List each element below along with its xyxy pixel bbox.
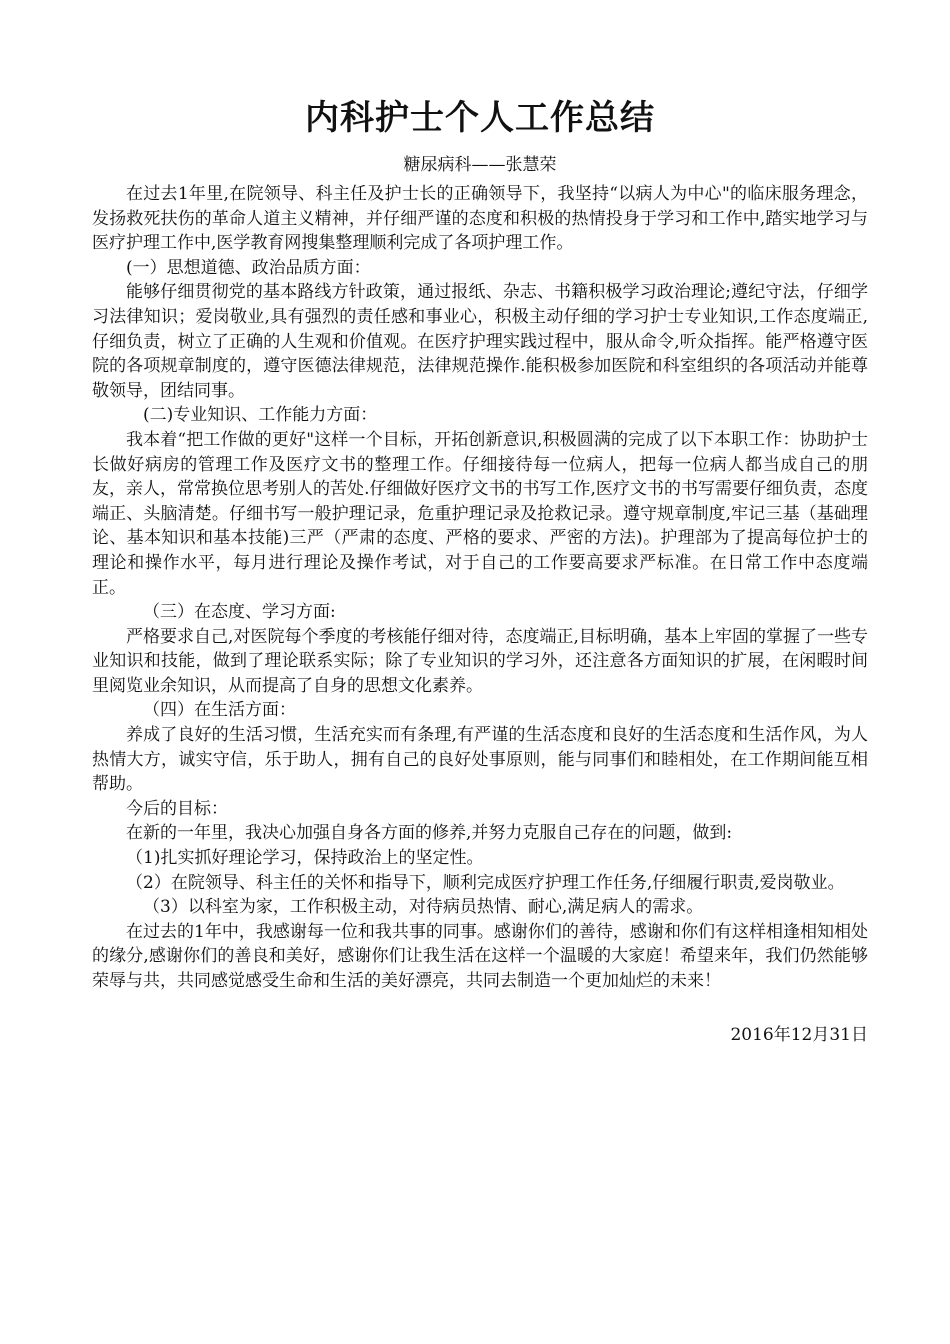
section-heading-4: （四）在生活方面：: [143, 700, 296, 721]
document-page: [92, 0, 868, 1047]
section-heading-2: (二)专业知识、工作能力方面：: [143, 405, 378, 426]
intro-paragraph: 在过去1年里,在院领导、科主任及护士长的正确领导下，我坚持“以病人为中心"的临床服务理念，发扬救死扶伤的革命人道主义精神，并仔细严谨的态度和积极的热情投身于学习和工作中,踏实地学习与医疗护理工作中,医学教育网搜集整理顺利完成了各项护理工作。: [92, 184, 868, 254]
closing-paragraph: 在过去的1年中，我感谢每一位和我共事的同事。感谢你们的善待，感谢和你们有这样相逢相知相处的缘分,感谢你们的善良和美好，感谢你们让我生活在这样一个温暖的大家庭！希望来年，我们仍然能够荣辱与共，共同感觉感受生命和生活的美好漂亮，共同去制造一个更加灿烂的未来！: [92, 921, 868, 991]
goal-item-1: （1)扎实抓好理论学习，保持政治上的坚定性。: [126, 848, 484, 869]
document-title: 内科护士个人工作总结: [305, 98, 655, 138]
section-paragraph-4: 养成了良好的生活习惯，生活充实而有条理,有严谨的生活态度和良好的生活态度和生活作风，为人热情大方，诚实守信，乐于助人，拥有自己的良好处事原则，能与同事们和睦相处，在工作期间能互相帮助。: [92, 725, 868, 795]
section-heading-1: (一）思想道德、政治品质方面：: [126, 257, 371, 278]
section-paragraph-2: 我本着“把工作做的更好"这样一个目标，开拓创新意识,积极圆满的完成了以下本职工作：协助护士长做好病房的管理工作及医疗文书的整理工作。仔细接待每一位病人，把每一位病人都当成自己的朋友，亲人，常常换位思考别人的苦处.仔细做好医疗文书的书写工作,医疗文书的书写需要仔细负责，态度端正、头脑清楚。仔细书写一般护理记录，危重护理记录及抢救记录。遵守规章制度,牢记三基（基础理论、基本知识和基本技能)三严（严肃的态度、严格的要求、严密的方法)。护理部为了提高每位护士的理论和操作水平，每月进行理论及操作考试，对于自己的工作要高要求严标准。在日常工作中态度端正。: [92, 429, 868, 598]
goal-item-2: （2）在院领导、科主任的关怀和指导下，顺利完成医疗护理工作任务,仔细履行职责,爱岗敬业。: [126, 872, 845, 893]
section-paragraph-3: 严格要求自己,对医院每个季度的考核能仔细对待，态度端正,目标明确，基本上牢固的掌握了一些专业知识和技能，做到了理论联系实际；除了专业知识的学习外，还注意各方面知识的扩展，在闲暇时间里阅览业余知识，从而提高了自身的思想文化素养。: [92, 626, 868, 696]
document-body: [92, 182, 868, 994]
section-heading-3: （三）在态度、学习方面:: [143, 602, 336, 623]
goals-intro: 在新的一年里，我决心加强自身各方面的修养,并努力克服自己存在的问题，做到:: [126, 823, 733, 844]
goal-item-3: （3）以科室为家，工作积极主动，对待病员热情、耐心,满足病人的需求。: [143, 897, 704, 918]
document-subtitle: 糖尿病科——张慧荣: [403, 155, 557, 175]
document-date: 2016年12月31日: [730, 1024, 868, 1045]
goals-heading: 今后的目标：: [126, 798, 228, 819]
section-paragraph-1: 能够仔细贯彻党的基本路线方针政策，通过报纸、杂志、书籍积极学习政治理论;遵纪守法，仔细学习法律知识；爱岗敬业,具有强烈的责任感和事业心，积极主动仔细的学习护士专业知识,工作态度端正,仔细负责，树立了正确的人生观和价值观。在医疗护理实践过程中，服从命令,听众指挥。能严格遵守医院的各项规章制度的，遵守医德法律规范，法律规范操作.能积极参加医院和科室组织的各项活动并能尊敬领导，团结同事。: [92, 282, 868, 401]
